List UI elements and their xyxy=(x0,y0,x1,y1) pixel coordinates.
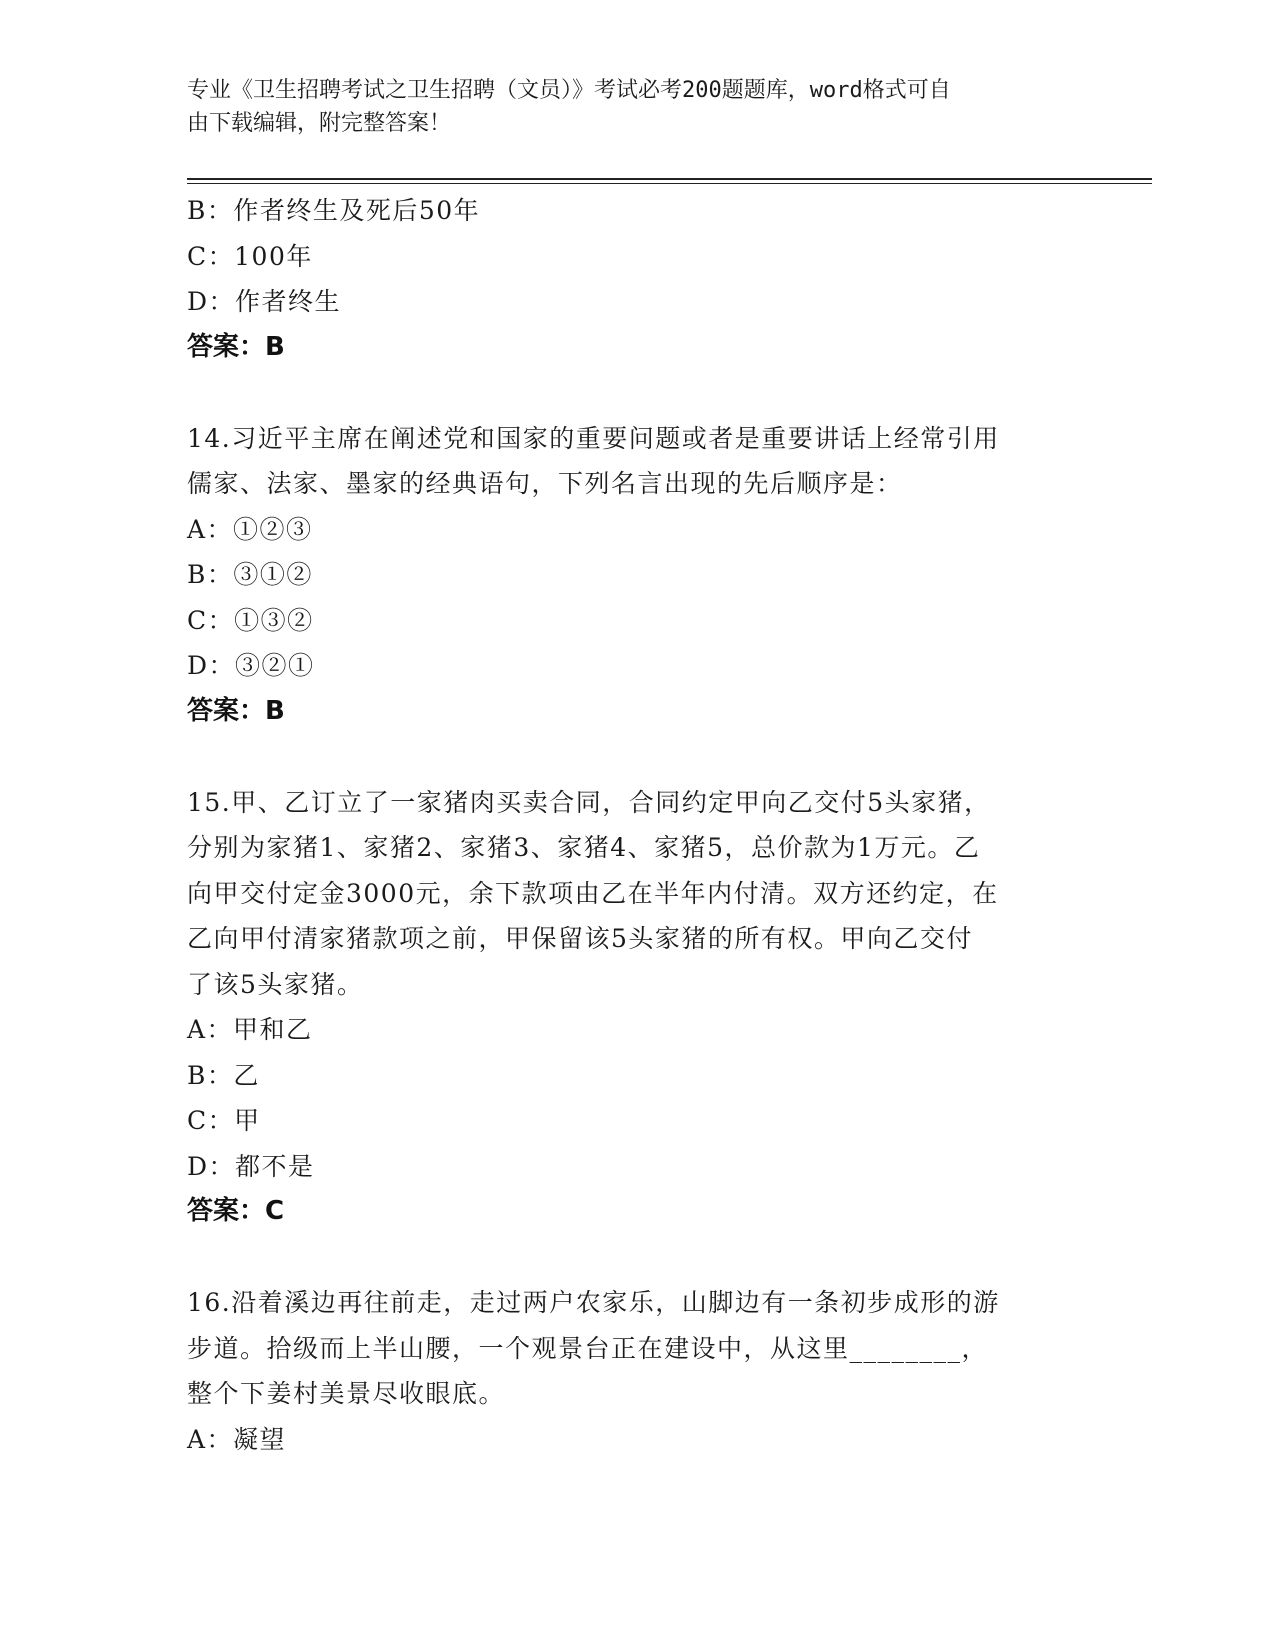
header-title-line-2: 由下载编辑，附完整答案！ xyxy=(187,111,452,136)
q13-answer: 答案：B xyxy=(187,331,285,362)
question-13-tail xyxy=(187,188,1087,370)
q14-option-a: A：①②③ xyxy=(187,514,313,544)
question-16 xyxy=(187,1280,1087,1462)
q16-text-line-2: 步道。拾级而上半山腰，一个观景台正在建设中，从这里________， xyxy=(187,1333,989,1363)
q15-text-line-1: 15.甲、乙订立了一家猪肉买卖合同，合同约定甲向乙交付5头家猪， xyxy=(187,787,991,817)
q16-option-a: A：凝望 xyxy=(187,1424,287,1454)
q14-option-d: D：③②① xyxy=(187,651,315,680)
q16-text-line-1: 16.沿着溪边再往前走，走过两户农家乐，山脚边有一条初步成形的游 xyxy=(187,1288,1000,1317)
q14-text-line-2: 儒家、法家、墨家的经典语句，下列名言出现的先后顺序是： xyxy=(187,469,903,498)
document-header xyxy=(187,74,1067,140)
q15-text-line-2: 分别为家猪1、家猪2、家猪3、家猪4、家猪5，总价款为1万元。乙 xyxy=(187,833,981,862)
q15-answer: 答案：C xyxy=(187,1196,285,1226)
q14-option-b: B：③①② xyxy=(187,560,313,589)
q15-option-a: A：甲和乙 xyxy=(187,1015,313,1044)
document-body xyxy=(187,188,1087,1462)
question-14 xyxy=(187,416,1087,735)
spacer xyxy=(187,734,1087,780)
q15-text-line-3: 向甲交付定金3000元，余下款项由乙在半年内付清。双方还约定，在 xyxy=(187,878,999,908)
header-divider-thick xyxy=(187,178,1152,180)
q14-text-line-1: 14.习近平主席在阐述党和国家的重要问题或者是重要讲话上经常引用 xyxy=(187,423,1000,453)
q15-option-d: D：都不是 xyxy=(187,1151,315,1181)
q15-text-line-4: 乙向甲付清家猪款项之前，甲保留该5头家猪的所有权。甲向乙交付 xyxy=(187,924,973,953)
question-15 xyxy=(187,780,1087,1235)
q13-option-d: D：作者终生 xyxy=(187,287,342,316)
q16-text-line-3: 整个下姜村美景尽收眼底。 xyxy=(187,1379,506,1408)
header-title-line-1: 专业《卫生招聘考试之卫生招聘（文员）》考试必考200题题库，word格式可自 xyxy=(187,78,951,103)
header-divider-thin xyxy=(187,183,1152,184)
q13-option-c: C：100年 xyxy=(187,241,313,271)
spacer xyxy=(187,370,1087,416)
q13-option-b: B：作者终生及死后50年 xyxy=(187,196,481,225)
q15-option-b: B：乙 xyxy=(187,1060,260,1090)
q15-option-c: C：甲 xyxy=(187,1106,261,1135)
q14-option-c: C：①③② xyxy=(187,605,314,635)
q14-answer: 答案：B xyxy=(187,695,285,726)
q15-text-line-5: 了该5头家猪。 xyxy=(187,969,364,999)
spacer xyxy=(187,1235,1087,1281)
